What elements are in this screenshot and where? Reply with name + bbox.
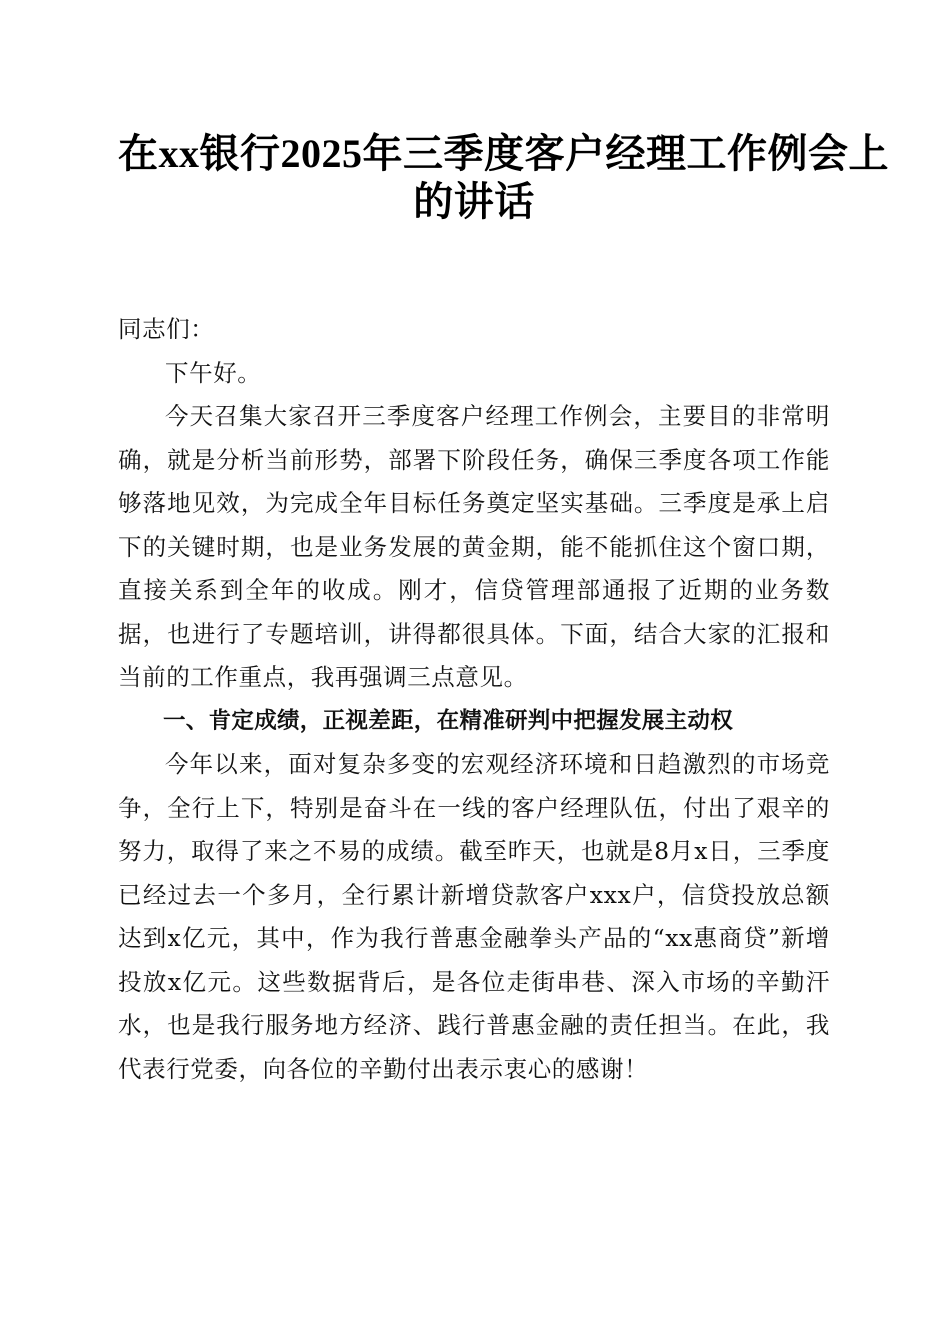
title-line-1: 在xx银行2025年三季度客户经理工作例会上: [118, 131, 889, 176]
section-heading-1: 一、肯定成绩，正视差距，在精准研判中把握发展主动权: [163, 707, 734, 734]
document-title: [118, 130, 889, 226]
salutation: 同志们：: [118, 315, 215, 343]
intro-paragraph: 今天召集大家召开三季度客户经理工作例会，主要目的非常明确，就是分析当前形势，部署下阶段任务，确保三季度各项工作能够落地见效，为完成全年目标任务奠定坚实基础。三季度是承上启下的关键时期，也是业务发展的黄金期，能不能抓住这个窗口期，直接关系到全年的收成。刚才，信贷管理部通报了近期的业务数据，也进行了专题培训，讲得都很具体。下面，结合大家的汇报和当前的工作重点，我再强调三点意见。: [118, 402, 830, 691]
document-body: [118, 308, 830, 1091]
section-1-paragraph: 今年以来，面对复杂多变的宏观经济环境和日趋激烈的市场竞争，全行上下，特别是奋斗在一线的客户经理队伍，付出了艰辛的努力，取得了来之不易的成绩。截至昨天，也就是8月x日，三季度已经过去一个多月，全行累计新增贷款客户xxx户，信贷投放总额达到x亿元，其中，作为我行普惠金融拳头产品的“xx惠商贷”新增投放x亿元。这些数据背后，是各位走街串巷、深入市场的辛勤汗水，也是我行服务地方经济、践行普惠金融的责任担当。在此，我代表行党委，向各位的辛勤付出表示衷心的感谢！: [118, 750, 830, 1083]
greeting: 下午好。: [165, 358, 262, 387]
title-line-2: 的讲话: [413, 179, 535, 224]
document-page: [118, 130, 889, 1091]
